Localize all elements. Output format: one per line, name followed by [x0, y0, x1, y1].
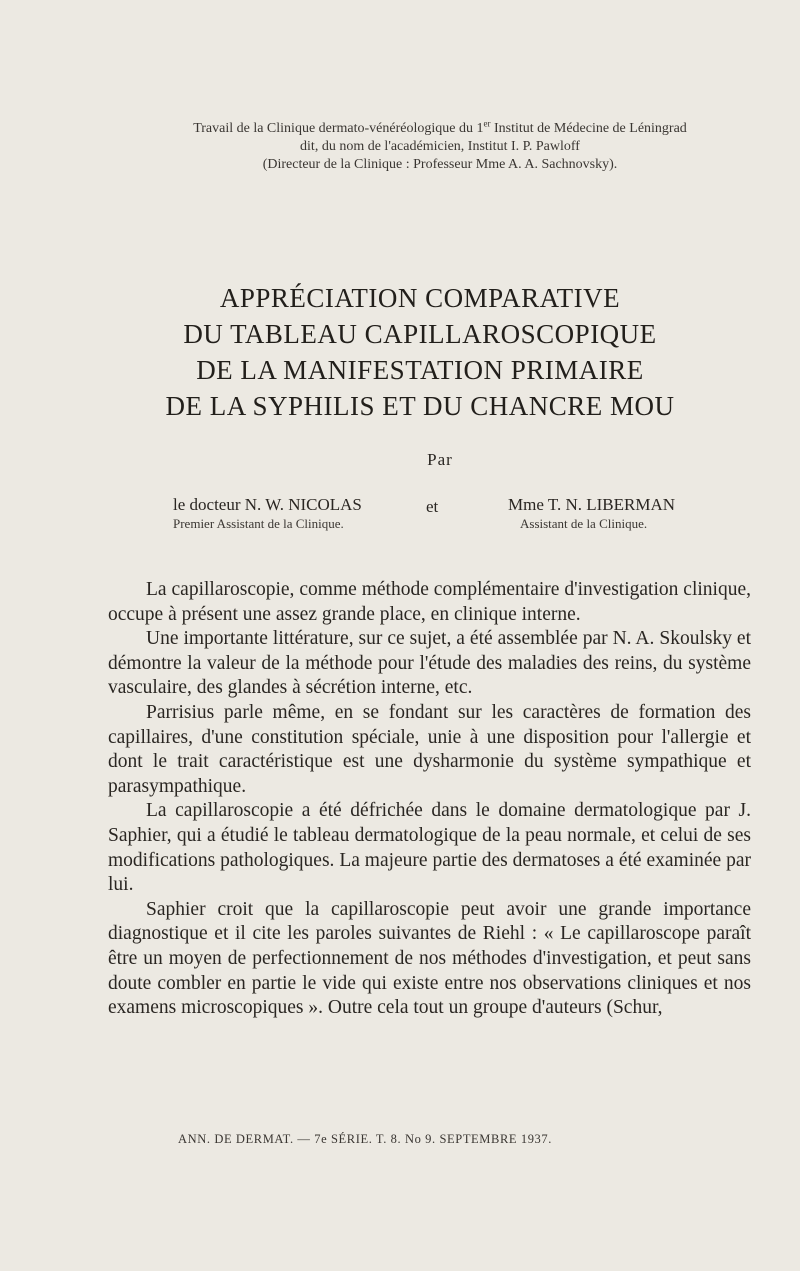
- author-conjunction: et: [426, 497, 439, 516]
- title-line-3: DE LA MANIFESTATION PRIMAIRE: [196, 355, 644, 385]
- title-line-1: APPRÉCIATION COMPARATIVE: [219, 283, 621, 313]
- ordinal-superscript: er: [483, 118, 491, 129]
- author-2-name: Mme T. N. LIBERMAN: [508, 495, 676, 514]
- affiliation-note: [140, 120, 740, 174]
- author-1-role: Premier Assistant de la Clinique.: [173, 516, 344, 531]
- affiliation-line-3: (Directeur de la Clinique : Professeur Mme A. A. Sachnovsky).: [262, 157, 618, 172]
- author-2-role: Assistant de la Clinique.: [520, 516, 648, 531]
- affiliation-line-2: dit, du nom de l'académicien, Institut I. P. Pawloff: [300, 139, 580, 154]
- paragraph: La capillaroscopie a été défrichée dans le domaine dermatologique par J. Saphier, qui a étudié le tableau dermatologique de la peau normale, et celui de ses modifications pathologiques. La majeure partie des dermatoses a été examinée par lui.: [108, 800, 751, 896]
- paragraph: Parrisius parle même, en se fondant sur les caractères de formation des capillaires, d'une constitution spéciale, unie à une disposition pour l'allergie et dont le trait caractéristique est une dysharmonie du système sympathique et parasympathique.: [108, 701, 751, 797]
- paragraph: Une importante littérature, sur ce sujet, a été assemblée par N. A. Skoulsky et démontre la valeur de la méthode pour l'étude des maladies des reins, du système vasculaire, des glandes à sécrétion interne, etc.: [108, 628, 751, 699]
- article-body: [108, 578, 751, 1021]
- author-1-name: le docteur N. W. NICOLAS: [173, 495, 362, 514]
- paragraph: Saphier croit que la capillaroscopie peut avoir une grande importance diagnostique et il cite les paroles suivantes de Riehl : « Le capillaroscope paraît être un moyen de perfectionnement de nos méthodes d'investigation, et peut sans doute combler en partie le vide qui existe entre nos observations cliniques et nos examens microscopiques ». Outre cela tout un groupe d'auteurs (Schur,: [108, 898, 751, 1019]
- article-title: [100, 280, 740, 424]
- affiliation-line-1: Travail de la Clinique dermato-vénéréologique du 1er Institut de Médecine de Léningrad: [193, 118, 687, 136]
- byline-par: Par: [427, 450, 453, 469]
- title-line-2: DU TABLEAU CAPILLAROSCOPIQUE: [183, 319, 657, 349]
- journal-footer: ANN. DE DERMAT. — 7e SÉRIE. T. 8. No 9. SEPTEMBRE 1937.: [178, 1132, 552, 1146]
- title-line-4: DE LA SYPHILIS ET DU CHANCRE MOU: [165, 391, 675, 421]
- paragraph: La capillaroscopie, comme méthode complémentaire d'investigation clinique, occupe à présent une assez grande place, en clinique interne.: [108, 579, 751, 625]
